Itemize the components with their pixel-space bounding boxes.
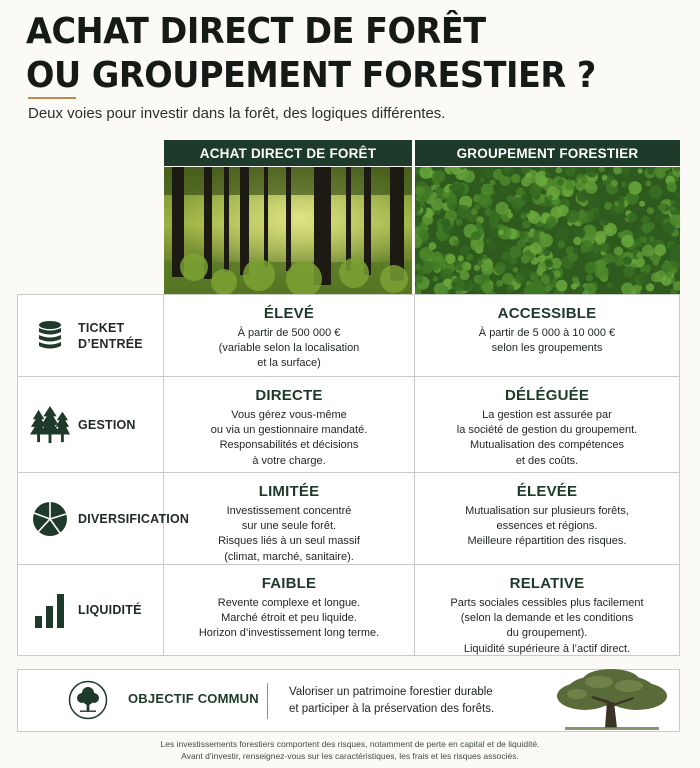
forest-interior-image (164, 167, 412, 294)
row-label: LIQUIDITÉ (78, 603, 142, 617)
cell-description: Parts sociales cessibles plus facilement (selon la demande et les conditions du groupement). Liquidité supérieure à l’actif direct. (450, 597, 644, 655)
divider (267, 683, 268, 719)
cell-description: Mutualisation sur plusieurs forêts, essences et régions. Meilleure répartition des risques. (465, 505, 629, 548)
cell-description: Revente complexe et longue. Marché étroit et peu liquide. Horizon d’investissement long terme. (198, 597, 380, 640)
subtitle: Deux voies pour investir dans la forêt, des logiques différentes. (28, 105, 446, 122)
table-row (18, 472, 679, 564)
pine-trees-icon (30, 405, 70, 445)
cell-title: ACCESSIBLE (497, 305, 597, 322)
disclaimer-footnote: Les investissements forestiers comportent des risques, notamment de perte en capital et de liquidité. Avant d’investir, renseignez-vous sur les caractéristiques, les frais et les risques associés. (160, 739, 540, 761)
cell-title: RELATIVE (509, 575, 585, 592)
common-objective-text: Valoriser un patrimoine forestier durable et participer à la préservation des forêts. (289, 686, 495, 715)
row-label-cell (18, 473, 190, 564)
cell-groupement (415, 377, 679, 472)
title-accent-rule (28, 97, 76, 99)
forest-canopy-aerial-image (415, 167, 680, 294)
cell-direct (164, 295, 415, 376)
cell-direct (164, 473, 415, 564)
cell-description: À partir de 500 000 € (variable selon la localisation et la surface) (218, 327, 360, 370)
comparison-table (17, 294, 680, 656)
cell-title: ÉLEVÉE (516, 483, 578, 500)
row-label: DIVERSIFICATION (78, 511, 190, 526)
title-line-1: ACHAT DIRECT DE FORÊT (26, 11, 486, 52)
cell-groupement (415, 295, 679, 376)
row-label-cell (18, 565, 164, 655)
title-line-2: OU GROUPEMENT FORESTIER ? (26, 55, 596, 96)
column-header-groupement: GROUPEMENT FORESTIER (415, 140, 680, 166)
cell-description: À partir de 5 000 à 10 000 € selon les groupements (478, 327, 616, 355)
cell-title: DIRECTE (255, 387, 323, 404)
column-header-direct: ACHAT DIRECT DE FORÊT (164, 140, 412, 166)
cell-description: Vous gérez vous-même ou via un gestionnaire mandaté. Responsabilités et décisions à votre charge. (210, 409, 368, 467)
cell-groupement (415, 473, 679, 564)
cell-description: La gestion est assurée par la société de gestion du groupement. Mutualisation des compétences et des coûts. (456, 409, 638, 467)
bar-chart-icon (30, 590, 70, 630)
row-label: TICKET D’ENTRÉE (78, 320, 143, 351)
row-label: GESTION (78, 417, 136, 432)
cell-title: LIMITÉE (258, 483, 320, 500)
cell-direct (164, 377, 415, 472)
row-label-cell (18, 295, 164, 376)
tree-circle-icon (68, 680, 108, 720)
row-label-cell (18, 377, 164, 472)
coins-stack-icon (30, 316, 70, 356)
table-row (18, 376, 679, 472)
pie-chart-icon (30, 499, 70, 539)
cell-title: FAIBLE (261, 575, 317, 592)
cell-groupement (415, 565, 679, 655)
cell-direct (164, 565, 415, 655)
page-title (26, 10, 631, 98)
oak-tree-illustration (547, 668, 675, 739)
cell-title: DÉLÉGUÉE (504, 387, 590, 404)
table-row (18, 295, 679, 376)
cell-description: Investissement concentré sur une seule forêt. Risques liés à un seul massif (climat, marché, sanitaire). (218, 505, 360, 563)
common-objective-label: OBJECTIF COMMUN (128, 691, 259, 706)
common-objective-box (17, 669, 680, 732)
table-row (18, 564, 679, 655)
cell-title: ÉLEVÉ (263, 305, 315, 322)
